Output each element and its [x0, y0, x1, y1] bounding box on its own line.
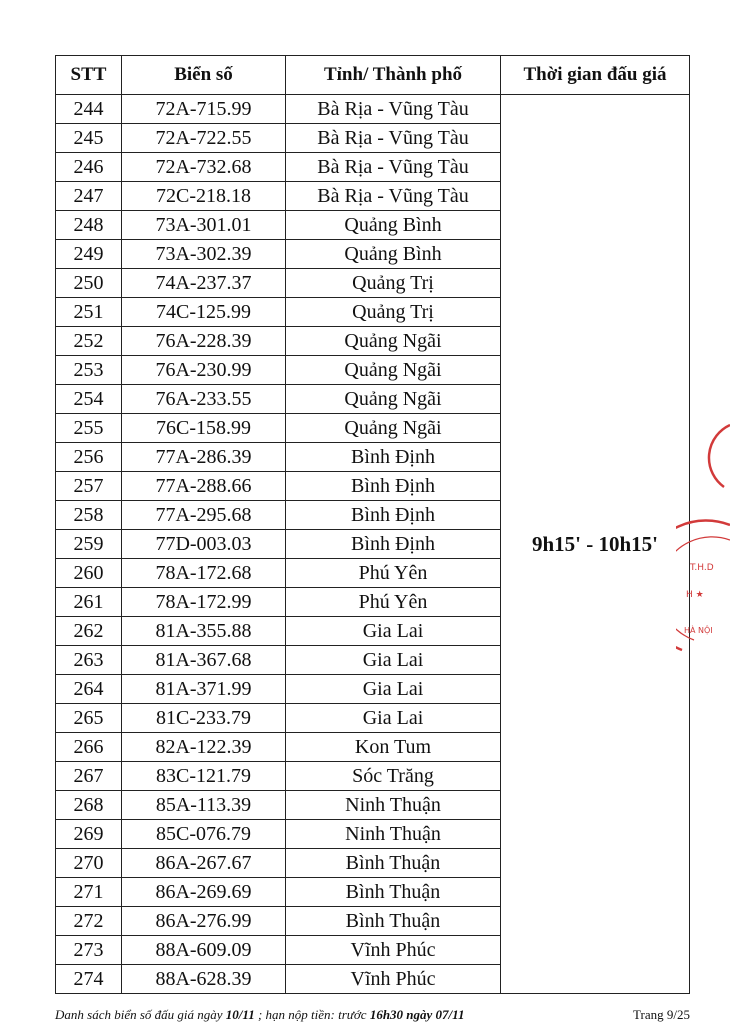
row-plate: 83C-121.79: [122, 762, 286, 791]
row-stt: 266: [56, 733, 122, 762]
row-province: Bình Thuận: [286, 849, 501, 878]
row-province: Bình Thuận: [286, 907, 501, 936]
row-province: Gia Lai: [286, 646, 501, 675]
row-stt: 269: [56, 820, 122, 849]
row-stt: 262: [56, 617, 122, 646]
row-province: Bà Rịa - Vũng Tàu: [286, 95, 501, 124]
row-province: Bình Định: [286, 472, 501, 501]
row-province: Gia Lai: [286, 617, 501, 646]
header-plate: Biển số: [122, 56, 286, 95]
row-plate: 82A-122.39: [122, 733, 286, 762]
footer-date: 10/11: [225, 1007, 255, 1022]
auction-table: [55, 55, 690, 994]
row-plate: 78A-172.99: [122, 588, 286, 617]
row-stt: 254: [56, 385, 122, 414]
footer-deadline: 16h30 ngày 07/11: [369, 1007, 465, 1022]
row-stt: 244: [56, 95, 122, 124]
row-plate: 72A-722.55: [122, 124, 286, 153]
row-plate: 86A-269.69: [122, 878, 286, 907]
row-province: Ninh Thuận: [286, 791, 501, 820]
row-plate: 78A-172.68: [122, 559, 286, 588]
row-province: Gia Lai: [286, 704, 501, 733]
page-number: Trang 9/25: [633, 1007, 690, 1022]
header-stt: STT: [56, 56, 122, 95]
table-row: [56, 95, 690, 124]
row-plate: 88A-628.39: [122, 965, 286, 994]
row-province: Gia Lai: [286, 675, 501, 704]
row-plate: 76A-228.39: [122, 327, 286, 356]
row-province: Bà Rịa - Vũng Tàu: [286, 124, 501, 153]
row-stt: 258: [56, 501, 122, 530]
table-header-row: [56, 56, 690, 95]
row-plate: 85C-076.79: [122, 820, 286, 849]
row-stt: 259: [56, 530, 122, 559]
row-plate: 81C-233.79: [122, 704, 286, 733]
row-plate: 77A-295.68: [122, 501, 286, 530]
auction-time-cell: 9h15' - 10h15': [501, 95, 690, 994]
row-stt: 251: [56, 298, 122, 327]
row-province: Bà Rịa - Vũng Tàu: [286, 153, 501, 182]
row-plate: 77D-003.03: [122, 530, 286, 559]
row-stt: 261: [56, 588, 122, 617]
row-plate: 81A-367.68: [122, 646, 286, 675]
row-plate: 77A-286.39: [122, 443, 286, 472]
row-stt: 267: [56, 762, 122, 791]
row-province: Quảng Bình: [286, 240, 501, 269]
row-province: Quảng Trị: [286, 269, 501, 298]
row-province: Vĩnh Phúc: [286, 936, 501, 965]
row-province: Quảng Bình: [286, 211, 501, 240]
svg-text:HÀ NỘI: HÀ NỘI: [684, 626, 713, 635]
row-plate: 72C-218.18: [122, 182, 286, 211]
row-province: Quảng Ngãi: [286, 385, 501, 414]
row-stt: 246: [56, 153, 122, 182]
red-seal-stamp: [676, 405, 730, 675]
svg-text:H ★: H ★: [686, 590, 704, 600]
row-plate: 86A-276.99: [122, 907, 286, 936]
footer-note: Danh sách biển số đấu giá ngày 10/11 ; hạn nộp tiền: trước 16h30 ngày 07/11: [55, 1007, 465, 1022]
row-plate: 88A-609.09: [122, 936, 286, 965]
row-stt: 247: [56, 182, 122, 211]
row-province: Phú Yên: [286, 588, 501, 617]
svg-text:T.H.D: T.H.D: [690, 563, 714, 573]
row-province: Bình Định: [286, 443, 501, 472]
row-province: Bình Định: [286, 501, 501, 530]
header-province: Tỉnh/ Thành phố: [286, 56, 501, 95]
row-plate: 76A-233.55: [122, 385, 286, 414]
row-stt: 273: [56, 936, 122, 965]
row-stt: 256: [56, 443, 122, 472]
row-province: Phú Yên: [286, 559, 501, 588]
row-province: Quảng Trị: [286, 298, 501, 327]
row-plate: 73A-301.01: [122, 211, 286, 240]
row-stt: 264: [56, 675, 122, 704]
row-stt: 252: [56, 327, 122, 356]
row-stt: 249: [56, 240, 122, 269]
row-plate: 85A-113.39: [122, 791, 286, 820]
row-plate: 81A-355.88: [122, 617, 286, 646]
row-province: Quảng Ngãi: [286, 327, 501, 356]
row-plate: 76A-230.99: [122, 356, 286, 385]
row-province: Quảng Ngãi: [286, 356, 501, 385]
row-province: Bà Rịa - Vũng Tàu: [286, 182, 501, 211]
row-plate: 74C-125.99: [122, 298, 286, 327]
row-plate: 73A-302.39: [122, 240, 286, 269]
row-stt: 272: [56, 907, 122, 936]
row-stt: 257: [56, 472, 122, 501]
row-plate: 86A-267.67: [122, 849, 286, 878]
row-stt: 268: [56, 791, 122, 820]
row-stt: 263: [56, 646, 122, 675]
row-stt: 260: [56, 559, 122, 588]
row-plate: 74A-237.37: [122, 269, 286, 298]
row-stt: 248: [56, 211, 122, 240]
row-plate: 76C-158.99: [122, 414, 286, 443]
row-plate: 81A-371.99: [122, 675, 286, 704]
row-stt: 245: [56, 124, 122, 153]
row-plate: 72A-732.68: [122, 153, 286, 182]
row-stt: 274: [56, 965, 122, 994]
row-province: Quảng Ngãi: [286, 414, 501, 443]
row-plate: 77A-288.66: [122, 472, 286, 501]
row-province: Bình Thuận: [286, 878, 501, 907]
row-province: Ninh Thuận: [286, 820, 501, 849]
row-province: Bình Định: [286, 530, 501, 559]
row-stt: 255: [56, 414, 122, 443]
row-stt: 265: [56, 704, 122, 733]
row-province: Sóc Trăng: [286, 762, 501, 791]
row-plate: 72A-715.99: [122, 95, 286, 124]
row-province: Kon Tum: [286, 733, 501, 762]
row-stt: 250: [56, 269, 122, 298]
row-stt: 253: [56, 356, 122, 385]
row-stt: 270: [56, 849, 122, 878]
row-stt: 271: [56, 878, 122, 907]
row-province: Vĩnh Phúc: [286, 965, 501, 994]
header-time: Thời gian đấu giá: [501, 56, 690, 95]
